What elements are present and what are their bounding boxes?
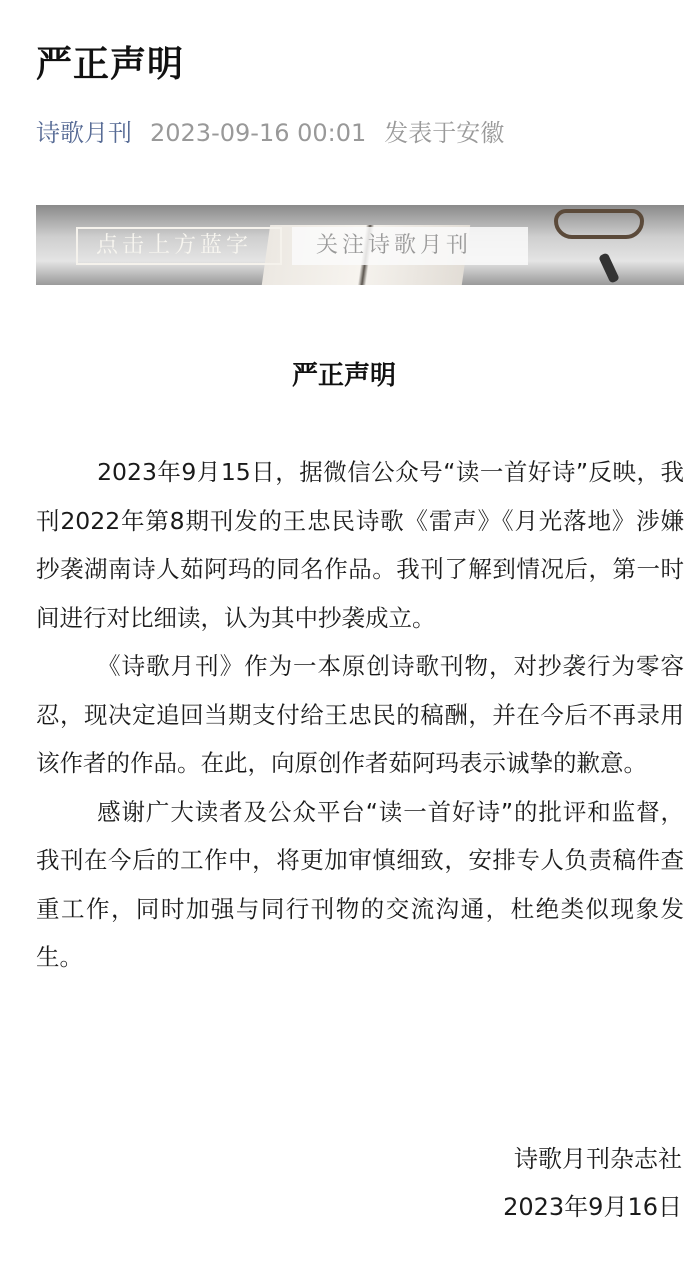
banner-text-right: 关注诗歌月刊 [292, 227, 528, 265]
article-title: 严正声明 [36, 44, 185, 85]
article-body [36, 448, 684, 982]
paragraph: 2023年9月15日，据微信公众号“读一首好诗”反映，我刊2022年第8期刊发的王忠民诗歌《雷声》《月光落地》涉嫌抄袭湖南诗人茹阿玛的同名作品。我刊了解到情况后，第一时间进行对比细读，认为其中抄袭成立。 [36, 458, 684, 632]
publish-location: 发表于安徽 [384, 119, 505, 147]
publish-datetime: 2023-09-16 00:01 [150, 119, 367, 147]
signature-org: 诗歌月刊杂志社 [514, 1145, 682, 1173]
paragraph: 感谢广大读者及公众平台“读一首好诗”的批评和监督，我刊在今后的工作中，将更加审慎细致，安排专人负责稿件查重工作，同时加强与同行刊物的交流沟通，杜绝类似现象发生。 [36, 797, 684, 971]
banner-text-left: 点击上方蓝字 [76, 227, 282, 265]
statement-heading: 严正声明 [291, 361, 396, 391]
paragraph: 《诗歌月刊》作为一本原创诗歌刊物，对抄袭行为零容忍，现决定追回当期支付给王忠民的稿酬，并在今后不再录用该作者的作品。在此，向原创作者茹阿玛表示诚挚的歉意。 [36, 652, 684, 777]
glasses-image [554, 209, 644, 239]
account-name-link[interactable]: 诗歌月刊 [36, 119, 132, 147]
article-meta [36, 113, 504, 148]
signature-block [503, 1135, 682, 1231]
pen-image [598, 252, 620, 283]
follow-banner-image[interactable] [36, 205, 684, 285]
signature-date: 2023年9月16日 [503, 1193, 682, 1221]
